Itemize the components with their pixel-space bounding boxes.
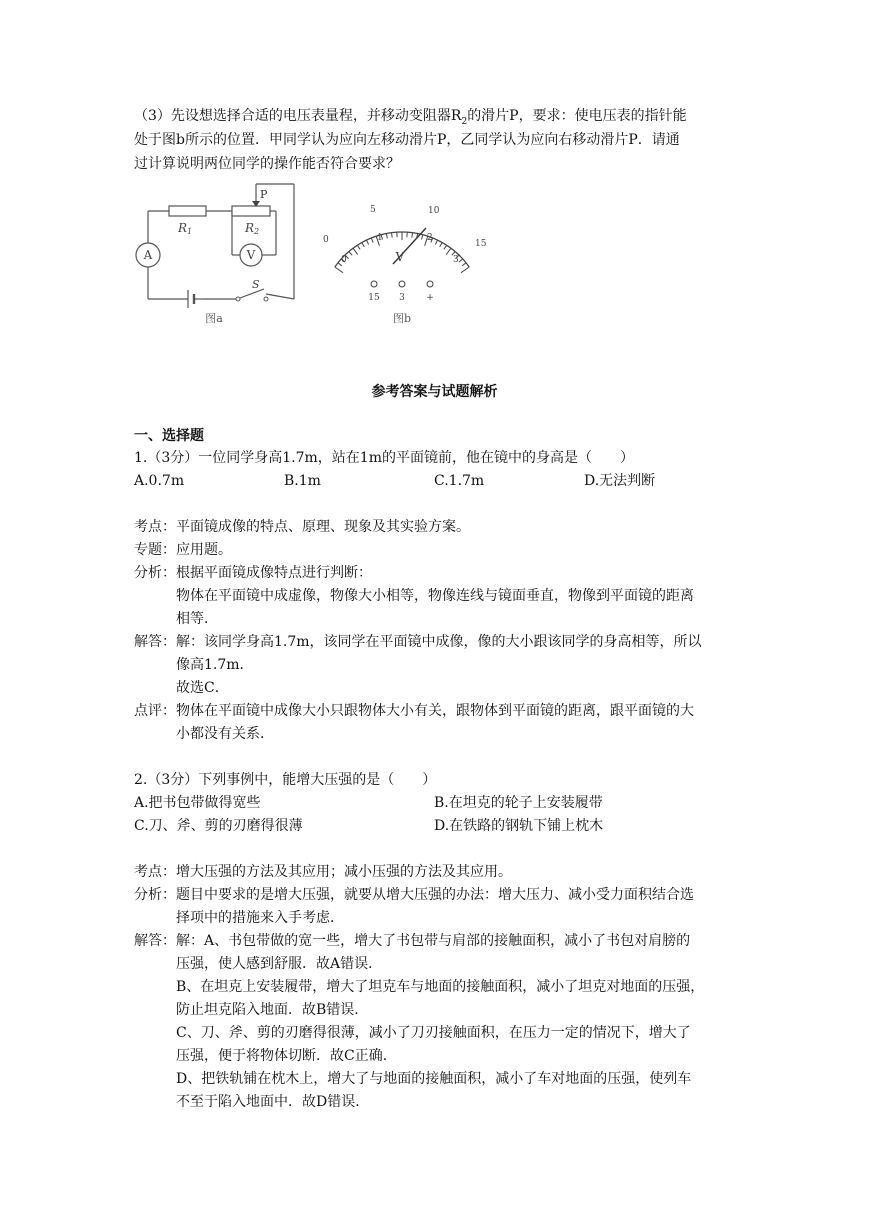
q2-kaodian: 考点：增大压强的方法及其应用；减小压强的方法及其应用。 bbox=[134, 864, 512, 880]
label-p: P bbox=[260, 188, 268, 201]
dial-tick bbox=[386, 234, 387, 239]
q1-stem: 1.（3分）一位同学身高1.7m，站在1m的平面镜前，他在镜中的身高是（ ） bbox=[134, 450, 634, 466]
svg-text:R1 bbox=[177, 221, 192, 236]
q1-jieda-1: 解答：解：该同学身高1.7m，该同学在平面镜中成像，像的大小跟该同学的身高相等，所以 bbox=[134, 634, 702, 650]
q1-dianping-2: 小都没有关系． bbox=[176, 726, 274, 742]
terminal-plus-label: + bbox=[426, 293, 434, 303]
dial-tick bbox=[412, 233, 413, 238]
q3-line-3: 过计算说明两位同学的操作能否符合要求？ bbox=[134, 156, 400, 172]
q2-option-d: D.在铁路的钢轨下铺上枕木 bbox=[434, 818, 604, 834]
upper-scale-10: 10 bbox=[428, 206, 440, 216]
dial-tick bbox=[371, 238, 373, 243]
circuit-diagram bbox=[128, 180, 308, 330]
dial-tick bbox=[435, 240, 437, 245]
resistor-r1 bbox=[169, 206, 206, 216]
dial-tick bbox=[440, 243, 443, 247]
q2-jieda-8: 不至于陷入地面中．故D错误． bbox=[176, 1094, 370, 1110]
figure-b-caption: 图b bbox=[392, 312, 412, 325]
label-voltmeter: V bbox=[246, 248, 256, 262]
q1-option-d: D.无法判断 bbox=[584, 473, 656, 489]
dial-tick bbox=[459, 259, 463, 262]
q2-jieda-4: 防止坦克陷入地面．故B错误． bbox=[176, 1002, 369, 1018]
upper-scale-15: 15 bbox=[475, 239, 487, 249]
label-r1: R bbox=[178, 221, 188, 235]
terminal-15-label: 15 bbox=[368, 293, 380, 303]
dial-tick bbox=[446, 248, 451, 254]
dial-tick bbox=[357, 245, 360, 249]
meter-symbol: V bbox=[395, 250, 405, 264]
label-r2: R bbox=[245, 221, 255, 235]
terminal-15-icon bbox=[371, 281, 377, 287]
dial-tick bbox=[335, 267, 343, 273]
q2-fenxi-1: 分析：题目中要求的是增大压强，就要从增大压强的办法：增大压力、减小受力面积结合选 bbox=[134, 887, 694, 903]
dial-tick bbox=[462, 263, 466, 266]
figure-a-caption: 图a bbox=[205, 312, 223, 325]
answer-title: 参考答案与试题解析 bbox=[371, 384, 498, 400]
dial-tick bbox=[422, 235, 423, 240]
q1-option-c: C.1.7m bbox=[434, 473, 485, 489]
q3-line-1-end: 的滑片P，要求：使电压表的指针能 bbox=[467, 108, 687, 124]
label-switch: S bbox=[252, 278, 260, 291]
voltmeter-dial bbox=[312, 196, 492, 328]
q2-option-a: A.把书包带做得宽些 bbox=[134, 795, 261, 811]
section-heading: 一、选择题 bbox=[134, 428, 204, 444]
q1-fenxi-3: 相等． bbox=[176, 611, 218, 627]
q3-line-1 bbox=[134, 106, 687, 132]
dial-tick bbox=[353, 248, 358, 254]
resistor-r2 bbox=[232, 206, 270, 216]
lower-scale-1: 1 bbox=[377, 233, 383, 243]
figure-b-voltmeter bbox=[312, 196, 492, 332]
q2-stem: 2.（3分）下列事例中，能增大压强的是（ ） bbox=[134, 772, 437, 788]
q3-line-1-text: （3）先设想选择合适的电压表量程，并移动变阻器R bbox=[134, 108, 462, 124]
q3-line-2: 处于图b所示的位置．甲同学认为应向左移动滑片P，乙同学认为应向右移动滑片P．请通 bbox=[134, 132, 680, 148]
q1-fenxi-1: 分析：根据平面镜成像特点进行判断： bbox=[134, 565, 372, 581]
q1-jieda-3: 故选C． bbox=[176, 680, 229, 696]
switch-contact bbox=[264, 297, 268, 301]
q2-jieda-2: 压强，使人感到舒服．故A错误． bbox=[176, 956, 383, 972]
q2-jieda-6: 压强，便于将物体切断．故C正确． bbox=[176, 1048, 397, 1064]
terminal-plus-icon bbox=[427, 281, 433, 287]
label-ammeter: A bbox=[143, 248, 153, 262]
dial-tick bbox=[349, 252, 352, 256]
figure-a-circuit bbox=[128, 180, 308, 334]
switch-icon bbox=[236, 297, 240, 301]
q1-option-b: B.1m bbox=[284, 473, 321, 489]
lower-scale-3: 3 bbox=[453, 255, 459, 265]
q1-dianping-1: 点评：物体在平面镜中成像大小只跟物体大小有关，跟物体到平面镜的距离，跟平面镜的大 bbox=[134, 703, 694, 719]
q1-option-a: A.0.7m bbox=[134, 473, 185, 489]
q2-jieda-5: C、刀、斧、剪的刃磨得很薄，减小了刀刃接触面积，在压力一定的情况下，增大了 bbox=[176, 1025, 691, 1041]
r2-subscript: 2 bbox=[461, 116, 468, 127]
lower-scale-2: 2 bbox=[427, 233, 433, 243]
dial-tick bbox=[362, 243, 365, 247]
q2-option-b: B.在坦克的轮子上安装履带 bbox=[434, 795, 603, 811]
q1-kaodian: 考点：平面镜成像的特点、原理、现象及其实验方案。 bbox=[134, 519, 470, 535]
svg-text:R2 bbox=[244, 221, 259, 236]
dial-tick bbox=[367, 240, 369, 245]
q1-jieda-2: 像高1.7m． bbox=[176, 657, 254, 673]
q1-fenxi-2: 物体在平面镜中成虚像，物像大小相等，物像连线与镜面垂直，物像到平面镜的距离 bbox=[176, 588, 694, 604]
dial-tick bbox=[392, 233, 393, 238]
q2-jieda-1: 解答：解：A、书包带做的宽一些，增大了书包带与肩部的接触面积，减小了书包对肩膀的 bbox=[134, 933, 691, 949]
upper-scale-5: 5 bbox=[370, 205, 376, 215]
label-r2-sub: 2 bbox=[254, 227, 260, 236]
lower-scale-0: 0 bbox=[341, 255, 347, 265]
dial-tick bbox=[444, 245, 447, 249]
terminal-3-icon bbox=[399, 281, 405, 287]
q2-option-c: C.刀、斧、剪的刃磨得很薄 bbox=[134, 818, 303, 834]
q2-fenxi-2: 择项中的措施来入手考虑． bbox=[176, 910, 344, 926]
upper-scale-0: 0 bbox=[323, 235, 329, 245]
q1-zhuanti: 专题：应用题。 bbox=[134, 542, 232, 558]
dial-tick bbox=[461, 267, 469, 273]
label-r1-sub: 1 bbox=[187, 227, 193, 236]
q2-jieda-3: B、在坦克上安装履带，增大了坦克车与地面的接触面积，减小了坦克对地面的压强， bbox=[176, 979, 705, 995]
q2-jieda-7: D、把铁轨铺在枕木上，增大了与地面的接触面积，减小了车对地面的压强，使列车 bbox=[176, 1071, 692, 1087]
terminal-3-label: 3 bbox=[399, 293, 405, 303]
